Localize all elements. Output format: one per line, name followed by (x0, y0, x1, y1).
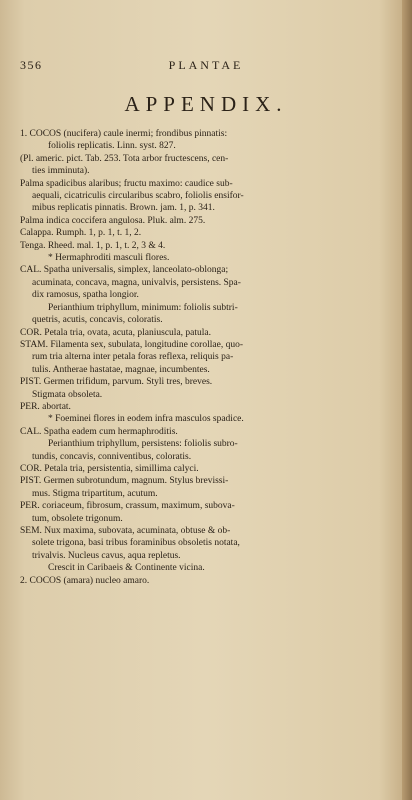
text-line: tum, obsolete trigonum. (32, 513, 123, 524)
text-line: rum tria alterna inter petala foras reflexa, reliquis pa- (32, 352, 234, 363)
text-line: CAL. Spatha universalis, simplex, lanceolato-oblonga; (20, 265, 229, 276)
text-line: quetris, acutis, concavis, coloratis. (32, 315, 163, 326)
text-line: Perianthium triphyllum, persistens: foliolis subro- (48, 439, 238, 450)
text-line: COR. Petala tria, persistentia, simillima calyci. (20, 463, 199, 474)
text-line: mus. Stigma tripartitum, acutum. (32, 488, 158, 499)
text-line: 1. COCOS (nucifera) caule inermi; frondibus pinnatis: (20, 129, 228, 139)
text-line: Stigmata obsoleta. (32, 389, 103, 400)
text-line: solete trigona, basi tribus foraminibus obsoletis notata, (32, 538, 240, 549)
running-head: PLANTAE (168, 58, 244, 72)
text-line: PER. coriaceum, fibrosum, crassum, maximum, subova- (20, 501, 235, 512)
text-body (20, 128, 398, 587)
text-line: dix ramosus, spatha longior. (32, 290, 139, 301)
text-line: Palma indica coccifera angulosa. Pluk. alm. 275. (20, 215, 206, 226)
page-number: 356 (20, 58, 43, 72)
text-line: Calappa. Rumph. 1, p. 1, t. 1, 2. (20, 228, 142, 239)
text-line: 2. COCOS (amara) nucleo amaro. (20, 575, 150, 586)
text-line: CAL. Spatha eadem cum hermaphroditis. (20, 426, 178, 437)
text-line: foliolis replicatis. Linn. syst. 827. (48, 141, 176, 152)
text-line: PIST. Germen subrotundum, magnum. Stylus brevissi- (20, 476, 229, 487)
text-line: ties imminuta). (32, 166, 90, 177)
text-line: mibus replicatis pinnatis. Brown. jam. 1, p. 341. (32, 203, 215, 214)
text-line: Crescit in Caribaeis & Continente vicina. (48, 563, 205, 574)
text-line: tundis, concavis, conniventibus, coloratis. (32, 451, 192, 462)
text-line: Tenga. Rheed. mal. 1, p. 1, t. 2, 3 & 4. (20, 240, 166, 251)
text-line: * Hermaphroditi masculi flores. (48, 253, 170, 264)
text-line: SEM. Nux maxima, subovata, acuminata, obtuse & ob- (20, 526, 231, 536)
text-line: STAM. Filamenta sex, subulata, longitudine corollae, quo- (20, 339, 243, 350)
text-line: (Pl. americ. pict. Tab. 253. Tota arbor fructescens, cen- (20, 153, 229, 164)
page-header (20, 58, 392, 76)
text-line: COR. Petala tria, ovata, acuta, planiuscula, patula. (20, 327, 211, 338)
text-line: aequali, cicatriculis circularibus scabro, foliolis ensifor- (32, 191, 244, 202)
text-line: trivalvis. Nucleus cavus, aqua repletus. (32, 550, 181, 561)
text-line: PER. abortat. (20, 401, 71, 412)
text-line: tulis. Antherae hastatae, magnae, incumbentes. (32, 364, 210, 375)
text-line: acuminata, concava, magna, univalvis, persistens. Spa- (32, 277, 241, 288)
text-line: * Foeminei flores in eodem infra masculos spadice. (48, 414, 244, 425)
page-edge (402, 0, 412, 800)
text-line: Perianthium triphyllum, minimum: foliolis subtri- (48, 302, 238, 313)
text-line: Palma spadicibus alaribus; fructu maximo: caudice sub- (20, 178, 233, 189)
text-line: PIST. Germen trifidum, parvum. Styli tres, breves. (20, 377, 213, 388)
section-title: APPENDIX. (124, 92, 288, 116)
